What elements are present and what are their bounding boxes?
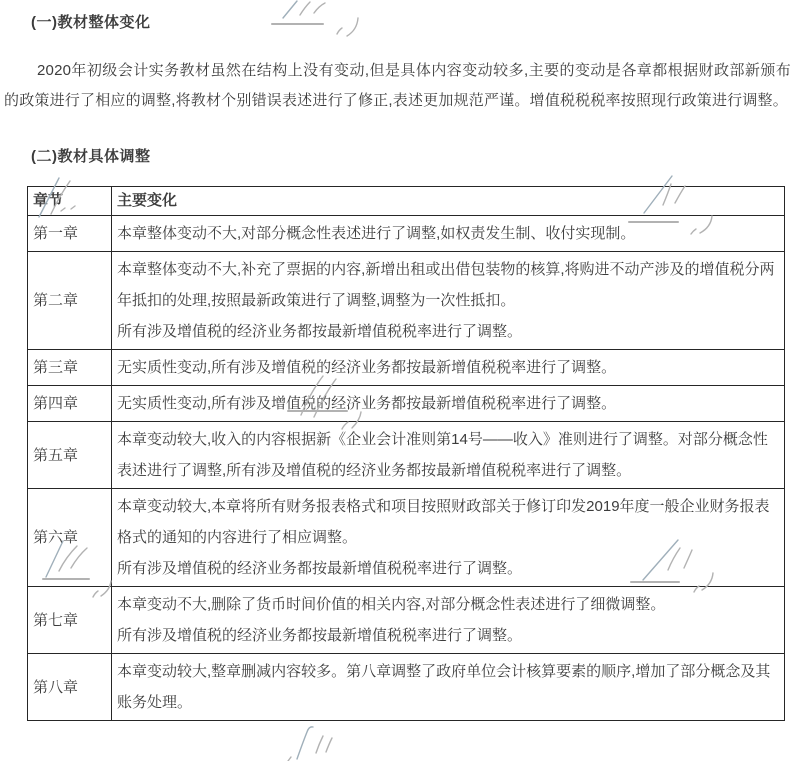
changes-cell: [112, 216, 785, 252]
column-header-main-changes: 主要变化: [112, 187, 785, 216]
chapter-changes-table: [27, 186, 785, 721]
table-row: [28, 216, 785, 252]
table-row: [28, 489, 785, 587]
table-row: [28, 252, 785, 350]
chapter-cell: 第三章: [28, 350, 112, 386]
watermark-scribble-bottom: [288, 727, 332, 761]
change-paragraph: 无实质性变动,所有涉及增值税的经济业务都按最新增值税税率进行了调整。: [117, 395, 617, 412]
overall-changes-paragraph: 2020年初级会计实务教材虽然在结构上没有变动,但是具体内容变动较多,主要的变动是各章都根据财政部新颁布的政策进行了相应的调整,将教材个别错误表述进行了修正,表述更加规范严谨。增值税税税率按照现行政策进行调整。: [4, 62, 791, 109]
change-paragraph: 本章整体变动不大,对部分概念性表述进行了调整,如权责发生制、收付实现制。: [117, 225, 636, 242]
chapter-cell: 第八章: [28, 654, 112, 721]
table-row: [28, 422, 785, 489]
section-heading-overall-changes: (一)教材整体变化: [31, 14, 151, 31]
change-paragraph: 本章变动较大,收入的内容根据新《企业会计准则第14号——收入》准则进行了调整。对部分概念性表述进行了调整,所有涉及增值税的经济业务都按最新增值税税率进行了调整。: [117, 431, 768, 479]
change-paragraph: 本章变动较大,本章将所有财务报表格式和项目按照财政部关于修订印发2019年度一般企业财务报表格式的通知的内容进行了相应调整。: [117, 498, 770, 546]
change-paragraph: 本章变动不大,删除了货币时间价值的相关内容,对部分概念性表述进行了细微调整。: [117, 596, 666, 613]
changes-cell: [112, 386, 785, 422]
change-paragraph: 本章整体变动不大,补充了票据的内容,新增出租或出借包装物的核算,将购进不动产涉及的增值税分两年抵扣的处理,按照最新政策进行了调整,调整为一次性抵扣。: [117, 261, 775, 309]
chapter-cell: 第六章: [28, 489, 112, 587]
column-header-chapter: 章节: [28, 187, 112, 216]
change-paragraph: 所有涉及增值税的经济业务都按最新增值税税率进行了调整。: [117, 560, 523, 577]
chapter-cell: 第七章: [28, 587, 112, 654]
chapter-cell: 第五章: [28, 422, 112, 489]
changes-cell: [112, 350, 785, 386]
change-paragraph: 无实质性变动,所有涉及增值税的经济业务都按最新增值税税率进行了调整。: [117, 359, 617, 376]
changes-cell: [112, 489, 785, 587]
table-row: [28, 587, 785, 654]
table-row: [28, 654, 785, 721]
table-row: [28, 350, 785, 386]
section-heading-specific-adjustments: (二)教材具体调整: [31, 148, 151, 165]
changes-cell: [112, 252, 785, 350]
change-paragraph: 所有涉及增值税的经济业务都按最新增值税税率进行了调整。: [117, 627, 523, 644]
chapter-cell: 第二章: [28, 252, 112, 350]
change-paragraph: 所有涉及增值税的经济业务都按最新增值税税率进行了调整。: [117, 323, 523, 340]
change-paragraph: 本章变动较大,整章删减内容较多。第八章调整了政府单位会计核算要素的顺序,增加了部分概念及其账务处理。: [117, 663, 771, 711]
chapter-cell: 第四章: [28, 386, 112, 422]
chapter-cell: 第一章: [28, 216, 112, 252]
changes-cell: [112, 422, 785, 489]
changes-cell: [112, 654, 785, 721]
changes-cell: [112, 587, 785, 654]
table-header-row: [28, 187, 785, 216]
table-row: [28, 386, 785, 422]
